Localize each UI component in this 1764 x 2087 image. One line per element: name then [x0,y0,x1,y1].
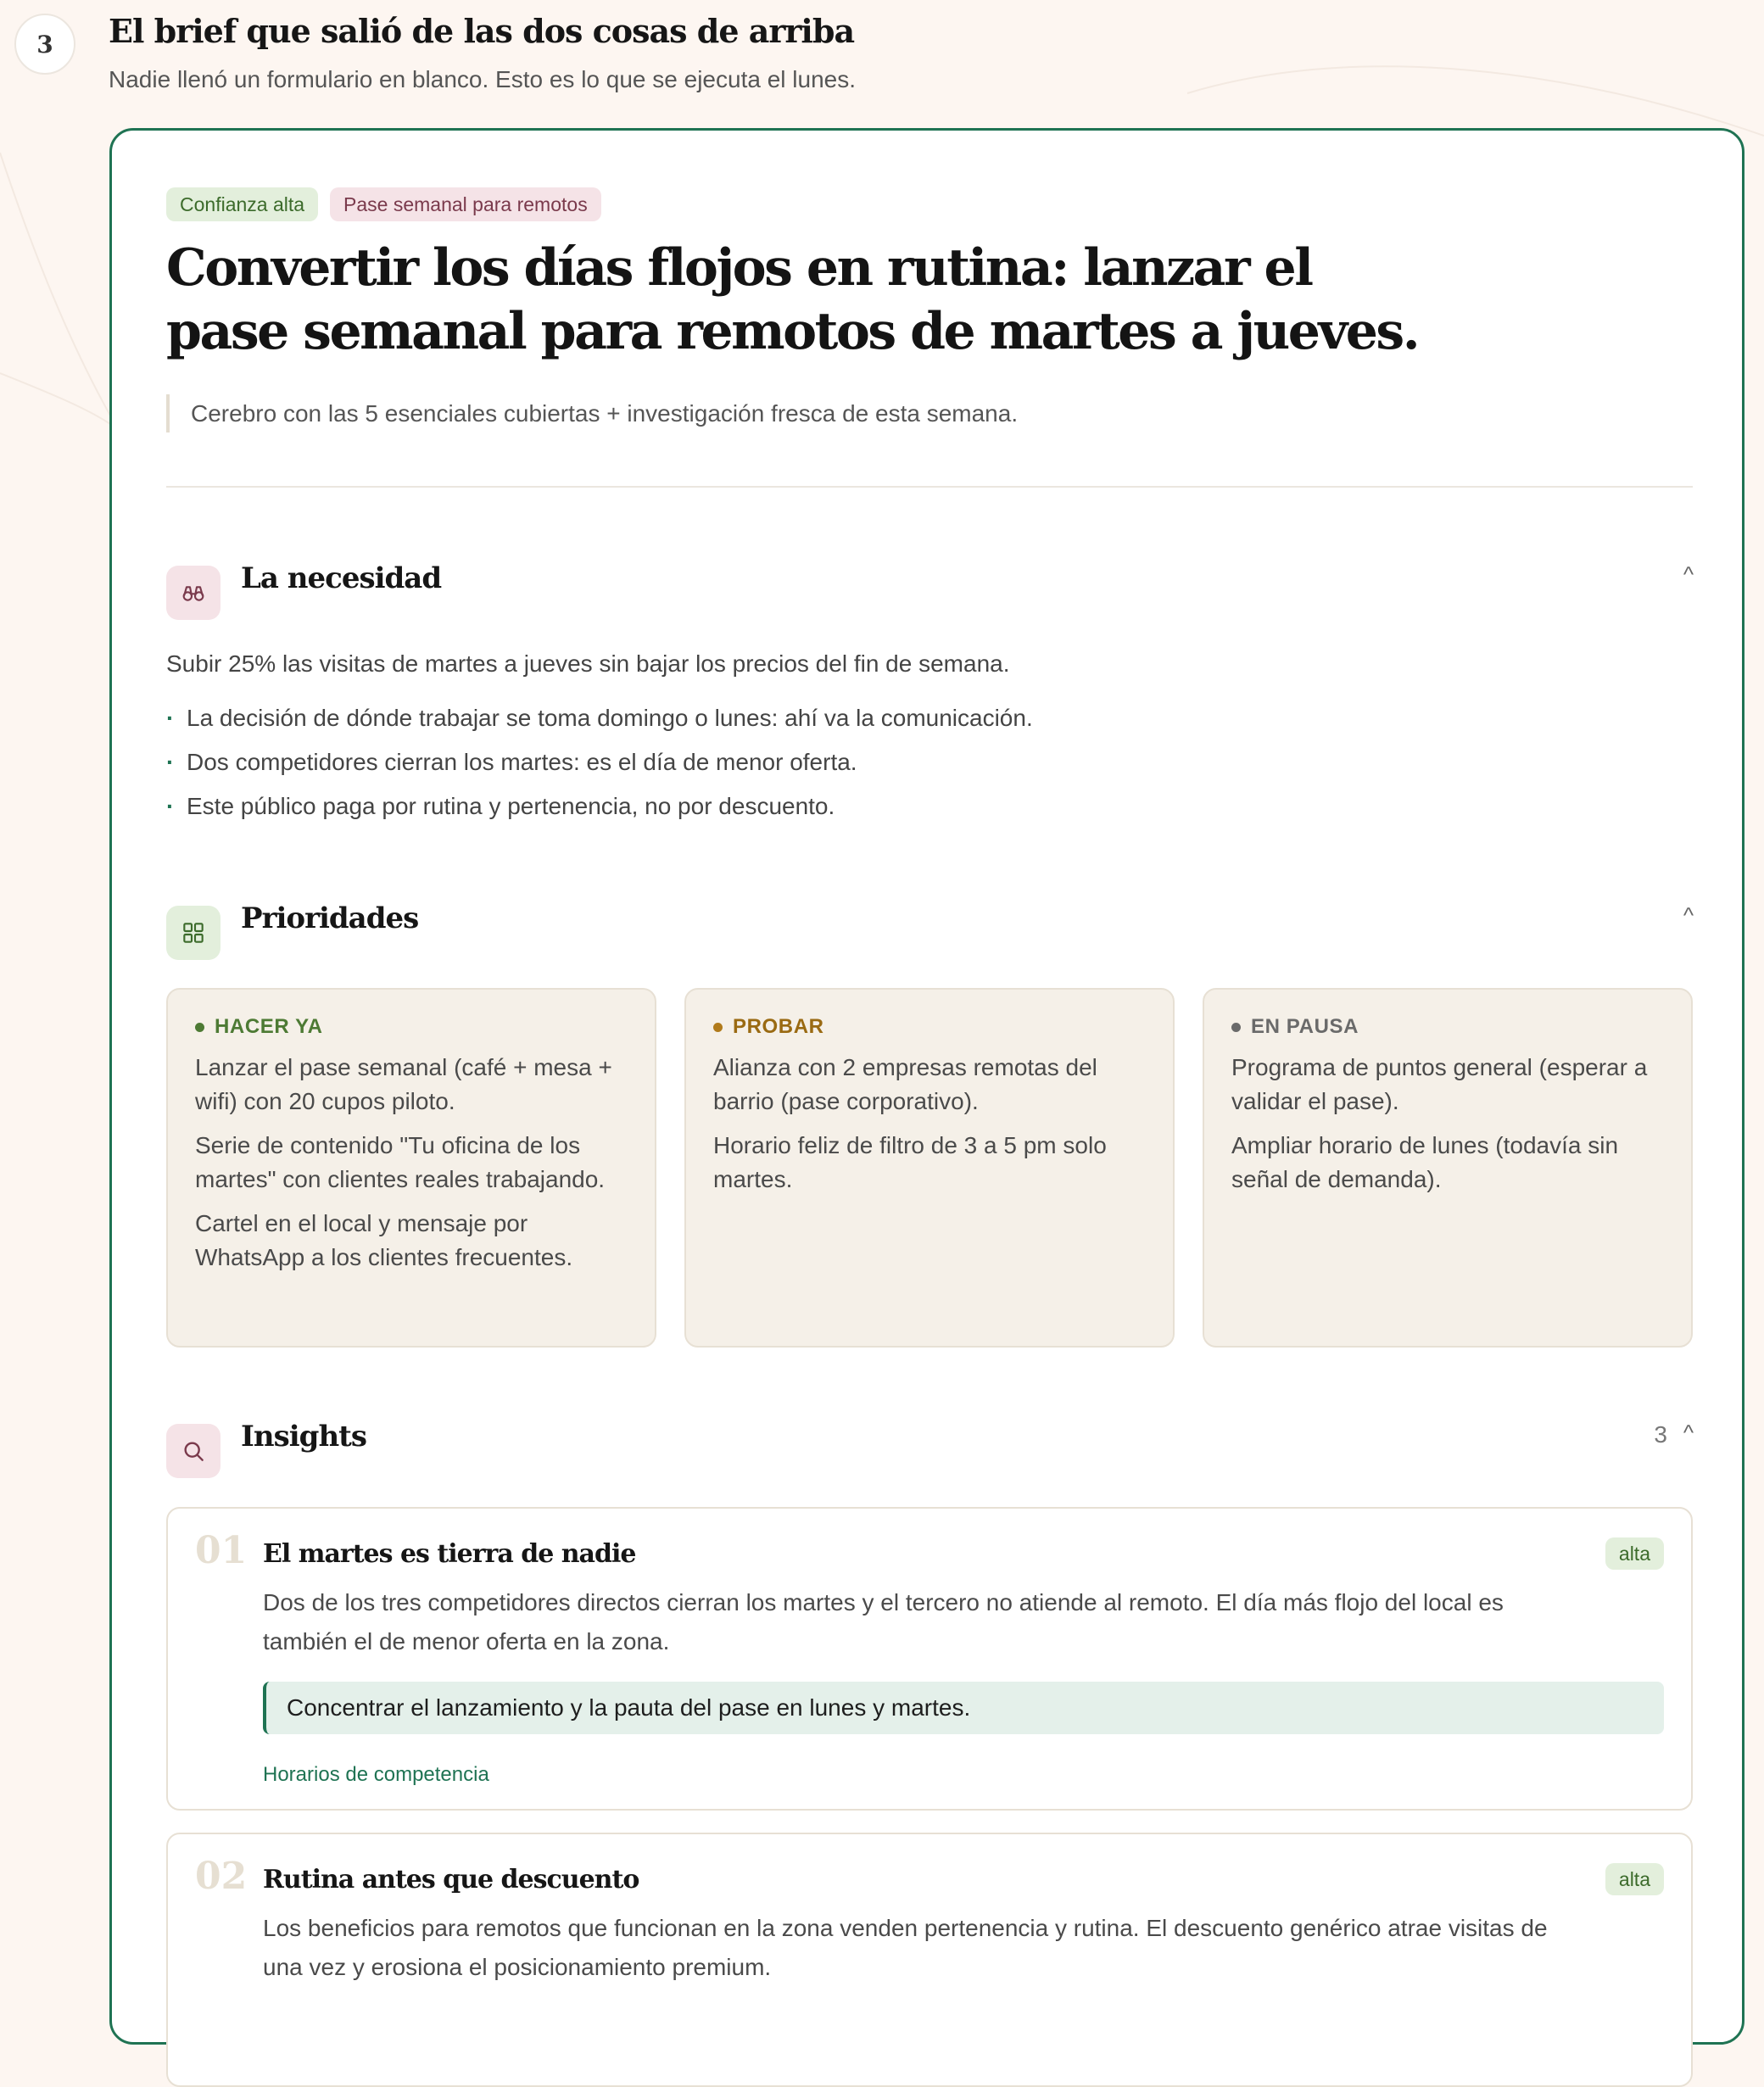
section-title-need: La necesidad [241,561,442,595]
status-dot [713,1023,723,1032]
insight-number: 02 [195,1855,248,1898]
step-number: 3 [36,30,53,59]
need-bullet: · Dos competidores cierran los martes: es el día de menor oferta. [166,740,1033,784]
insight-body-line-2: una vez y erosiona el posicionamiento premium. [263,1954,772,1980]
grid-icon [166,906,220,960]
need-bullet-list [166,696,1033,829]
insight-number: 01 [195,1529,248,1572]
priority-item: Ampliar horario de lunes (todavía sin señal de demanda). [1231,1132,1619,1192]
priority-item: Programa de puntos general (esperar a validar el pase). [1231,1054,1648,1114]
collapse-chevron-need[interactable]: ^ [1683,561,1694,587]
brief-card [109,128,1744,2045]
confidence-tag: Confianza alta [166,187,318,221]
confidence-badge: alta [1605,1537,1664,1570]
insight-body-line-1: Dos de los tres competidores directos cierran los martes y el tercero no atiende al remoto. El día más flojo del local es [263,1589,1504,1615]
priority-column-test [684,988,1175,1348]
priority-column-paused [1203,988,1693,1348]
insight-source-link[interactable]: Horarios de competencia [263,1763,489,1786]
brief-tags [166,187,601,221]
priority-label [195,1015,628,1039]
binoculars-icon [166,566,220,620]
topic-tag: Pase semanal para remotos [330,187,601,221]
priority-item: Cartel en el local y mensaje por WhatsApp a los clientes frecuentes. [195,1210,573,1270]
status-dot [1231,1023,1241,1032]
headline-line-1: Convertir los días flojos en rutina: lanzar el [166,238,1312,298]
step-subtitle: Nadie llenó un formulario en blanco. Esto es lo que se ejecuta el lunes. [109,66,856,92]
search-icon [166,1424,220,1478]
insight-body [263,1909,1671,1987]
priority-label [1231,1015,1664,1039]
confidence-badge: alta [1605,1863,1664,1895]
need-bullet: · Este público paga por rutina y pertenencia, no por descuento. [166,784,1033,829]
section-title-priorities: Prioridades [241,901,419,935]
insight-body-line-1: Los beneficios para remotos que funcionan en la zona venden pertenencia y rutina. El descuento genérico atrae visitas de [263,1915,1548,1941]
insight-card [166,1833,1693,2087]
status-dot [195,1023,204,1032]
priority-label-text: HACER YA [215,1015,323,1038]
need-bullet: · La decisión de dónde trabajar se toma domingo o lunes: ahí va la comunicación. [166,696,1033,740]
insight-title: El martes es tierra de nadie [263,1539,636,1569]
collapse-chevron-priorities[interactable]: ^ [1683,902,1694,928]
divider [166,486,1693,488]
brief-source-quote: Cerebro con las 5 esenciales cubiertas + investigación fresca de esta semana. [166,394,1018,432]
headline-line-2: pase semanal para remotos de martes a jueves. [166,302,1419,361]
step-number-badge [14,14,75,75]
insight-title: Rutina antes que descuento [263,1865,639,1894]
need-summary: Subir 25% las visitas de martes a jueves sin bajar los precios del fin de semana. [166,650,1010,677]
insight-card [166,1507,1693,1811]
collapse-chevron-insights[interactable]: ^ [1683,1420,1694,1445]
insight-body-line-2: también el de menor oferta en la zona. [263,1628,670,1655]
section-title-insights: Insights [241,1420,367,1454]
priority-item: Horario feliz de filtro de 3 a 5 pm solo martes. [713,1132,1107,1192]
priority-label-text: EN PAUSA [1251,1015,1359,1038]
priority-item: Serie de contenido "Tu oficina de los martes" con clientes reales trabajando. [195,1132,606,1192]
priority-item: Alianza con 2 empresas remotas del barrio (pase corporativo). [713,1054,1097,1114]
insight-body [263,1583,1671,1661]
priority-label-text: PROBAR [733,1015,824,1038]
priority-label [713,1015,1146,1039]
priority-item: Lanzar el pase semanal (café + mesa + wifi) con 20 cupos piloto. [195,1054,612,1114]
insights-count: 3 [1654,1421,1667,1448]
insight-action: Concentrar el lanzamiento y la pauta del pase en lunes y martes. [263,1682,1664,1734]
brief-headline [166,237,1438,364]
step-title: El brief que salió de las dos cosas de arriba [109,12,855,50]
priority-column-do-now [166,988,656,1348]
